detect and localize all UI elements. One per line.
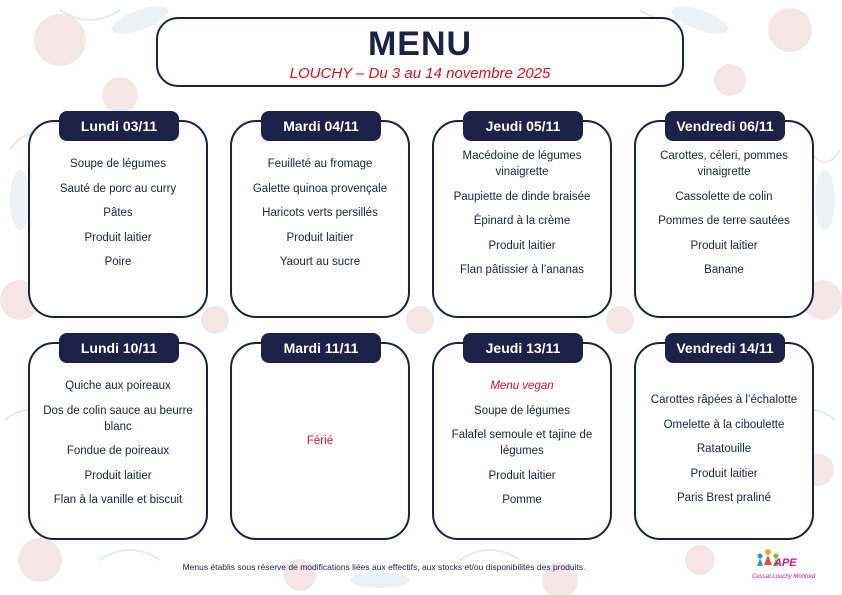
disclaimer-footer: Menus établis sous réserve de modifications liées aux effectifs, aux stocks et/ou disponibilités des produits. <box>182 562 586 572</box>
menu-item: Carottes, céleri, pommes vinaigrette <box>660 150 788 178</box>
menu-item: Pâtes <box>103 207 133 219</box>
menu-item: Paris Brest praliné <box>677 492 771 504</box>
menu-items <box>240 156 400 308</box>
holiday-note: Férié <box>306 435 334 447</box>
menu-item: Omelette à la ciboulette <box>663 418 785 431</box>
menu-item: Épinard à la crème <box>473 215 571 227</box>
menu-item: Produit laitier <box>286 231 354 244</box>
menu-item: Soupe de légumes <box>70 158 166 170</box>
menu-item: Falafel semoule et tajine de légumes <box>451 429 593 457</box>
menu-item: Quiche aux poireaux <box>65 380 171 392</box>
menu-item: Produit laitier <box>84 231 152 244</box>
menu-item: Haricots verts persillés <box>262 207 378 219</box>
menu-item: Galette quinoa provençale <box>252 182 388 195</box>
menu-items <box>442 148 602 308</box>
menu-header <box>156 17 684 87</box>
day-label: Mardi 11/11 <box>261 333 381 363</box>
ape-logo <box>750 547 814 587</box>
day-card-mardi-04 <box>230 120 410 318</box>
logo-brand: APE <box>774 557 797 569</box>
menu-item: Banane <box>704 264 744 276</box>
menu-item: Produit laitier <box>84 469 152 482</box>
menu-item: Soupe de légumes <box>474 404 570 417</box>
day-card-lundi-03 <box>28 120 208 318</box>
day-label: Vendredi 14/11 <box>665 333 785 363</box>
menu-item: Pomme <box>502 494 542 506</box>
menu-item: Pommes de terre sautées <box>658 215 790 227</box>
menu-item: Flan pâtissier à l’ananas <box>459 264 584 276</box>
menu-item: Produit laitier <box>488 239 556 252</box>
menu-item: Fondue de poireaux <box>66 445 170 457</box>
menu-item: Poire <box>104 256 132 268</box>
menu-items <box>38 156 198 308</box>
menu-items <box>644 148 804 308</box>
day-label: Mardi 04/11 <box>261 111 381 141</box>
day-card-vendredi-06 <box>634 120 814 318</box>
menu-items <box>644 392 804 530</box>
day-label: Lundi 10/11 <box>59 333 179 363</box>
menu-items <box>442 378 602 530</box>
menu-item: Feuilleté au fromage <box>267 158 373 170</box>
menu-items <box>38 378 198 530</box>
day-label: Vendredi 06/11 <box>665 111 785 141</box>
day-card-vendredi-14 <box>634 342 814 540</box>
menu-item: Paupiette de dinde braisée <box>453 190 591 203</box>
page-subtitle: LOUCHY – Du 3 au 14 novembre 2025 <box>289 65 551 82</box>
logo-tagline: Cessat Louchy Montord <box>752 574 816 580</box>
day-card-mardi-11 <box>230 342 410 540</box>
menu-item: Cassolette de colin <box>675 190 773 203</box>
day-label: Jeudi 05/11 <box>463 111 583 141</box>
menu-item: Produit laitier <box>690 239 758 252</box>
day-label: Lundi 03/11 <box>59 111 179 141</box>
vegan-menu-note: Menu vegan <box>490 380 554 392</box>
menu-item: Produit laitier <box>690 467 758 480</box>
day-card-jeudi-05 <box>432 120 612 318</box>
day-card-lundi-10 <box>28 342 208 540</box>
menu-item: Macédoine de légumes vinaigrette <box>462 150 582 178</box>
menu-item: Flan à la vanille et biscuit <box>53 494 183 506</box>
menu-item: Dos de colin sauce au beurre blanc <box>43 404 193 433</box>
menu-item: Sauté de porc au curry <box>59 182 177 195</box>
day-label: Jeudi 13/11 <box>463 333 583 363</box>
day-card-jeudi-13 <box>432 342 612 540</box>
menu-item: Yaourt au sucre <box>279 256 361 268</box>
menu-item: Produit laitier <box>488 469 556 482</box>
menu-item: Carottes râpées à l’échalotte <box>650 394 798 406</box>
menu-item: Ratatouille <box>696 443 752 455</box>
menu-items <box>240 344 400 538</box>
page-title: MENU <box>367 25 473 63</box>
